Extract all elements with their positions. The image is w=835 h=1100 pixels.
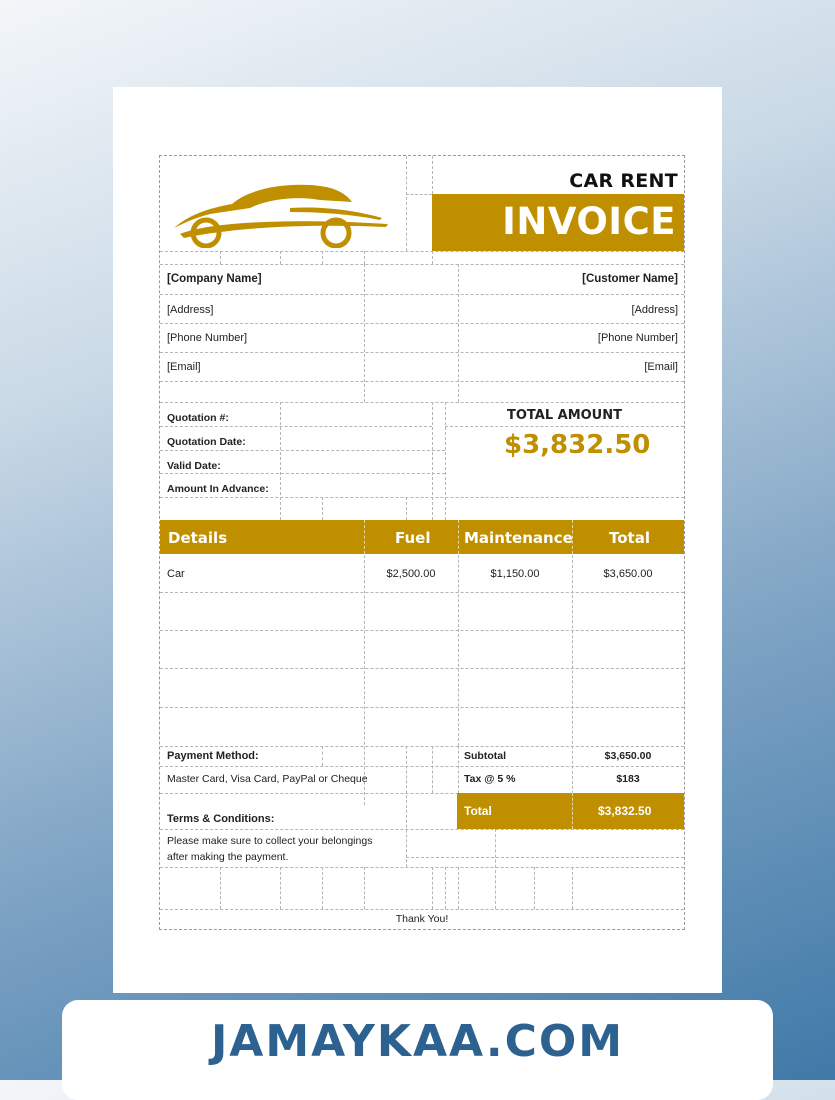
- title-invoice: INVOICE: [502, 200, 676, 243]
- company-phone: [Phone Number]: [167, 332, 248, 344]
- quotation-date-label: Quotation Date:: [167, 436, 246, 448]
- payment-method-label: Payment Method:: [167, 750, 259, 762]
- row-details: Car: [167, 568, 185, 580]
- car-logo-icon: [170, 178, 390, 248]
- customer-phone: [Phone Number]: [597, 332, 678, 344]
- customer-name: [Customer Name]: [582, 273, 678, 285]
- grand-total-value: $3,832.50: [598, 804, 652, 818]
- subtotal-value: $3,650.00: [604, 750, 652, 762]
- row-maintenance: $1,150.00: [490, 568, 540, 580]
- watermark-text: JAMAYKAA.COM: [210, 1016, 625, 1067]
- customer-address: [Address]: [631, 304, 678, 316]
- grand-total-label: Total: [464, 804, 492, 818]
- tax-value: $183: [616, 773, 640, 785]
- terms-line-1: Please make sure to collect your belongings: [167, 835, 373, 847]
- details-header-bar: [160, 520, 684, 554]
- invoice-band: [432, 194, 684, 251]
- invoice-sheet: [159, 155, 685, 930]
- header-maintenance: Maintenance: [464, 529, 573, 547]
- invoice-page: [113, 87, 722, 993]
- company-email: [Email]: [167, 361, 201, 373]
- customer-email: [Email]: [644, 361, 678, 373]
- tax-label: Tax @ 5 %: [464, 773, 516, 785]
- thank-you: Thank You!: [395, 913, 449, 925]
- header-fuel: Fuel: [395, 529, 431, 547]
- company-name: [Company Name]: [167, 273, 262, 285]
- row-total: $3,650.00: [603, 568, 653, 580]
- amount-advance-label: Amount In Advance:: [167, 483, 269, 495]
- quotation-number-label: Quotation #:: [167, 412, 229, 424]
- grand-total-band: [457, 793, 684, 829]
- title-car-rent: CAR RENT: [569, 170, 678, 192]
- watermark-banner: [62, 1000, 773, 1100]
- total-amount-value: $3,832.50: [504, 430, 651, 460]
- total-amount-label: TOTAL AMOUNT: [506, 408, 622, 423]
- valid-date-label: Valid Date:: [167, 460, 221, 472]
- subtotal-label: Subtotal: [464, 750, 506, 762]
- row-fuel: $2,500.00: [386, 568, 436, 580]
- terms-line-2: after making the payment.: [167, 851, 289, 863]
- header-total: Total: [609, 529, 650, 547]
- payment-methods: Master Card, Visa Card, PayPal or Cheque: [167, 773, 368, 785]
- header-details: Details: [168, 529, 228, 547]
- company-address: [Address]: [167, 304, 214, 316]
- terms-label: Terms & Conditions:: [167, 813, 275, 825]
